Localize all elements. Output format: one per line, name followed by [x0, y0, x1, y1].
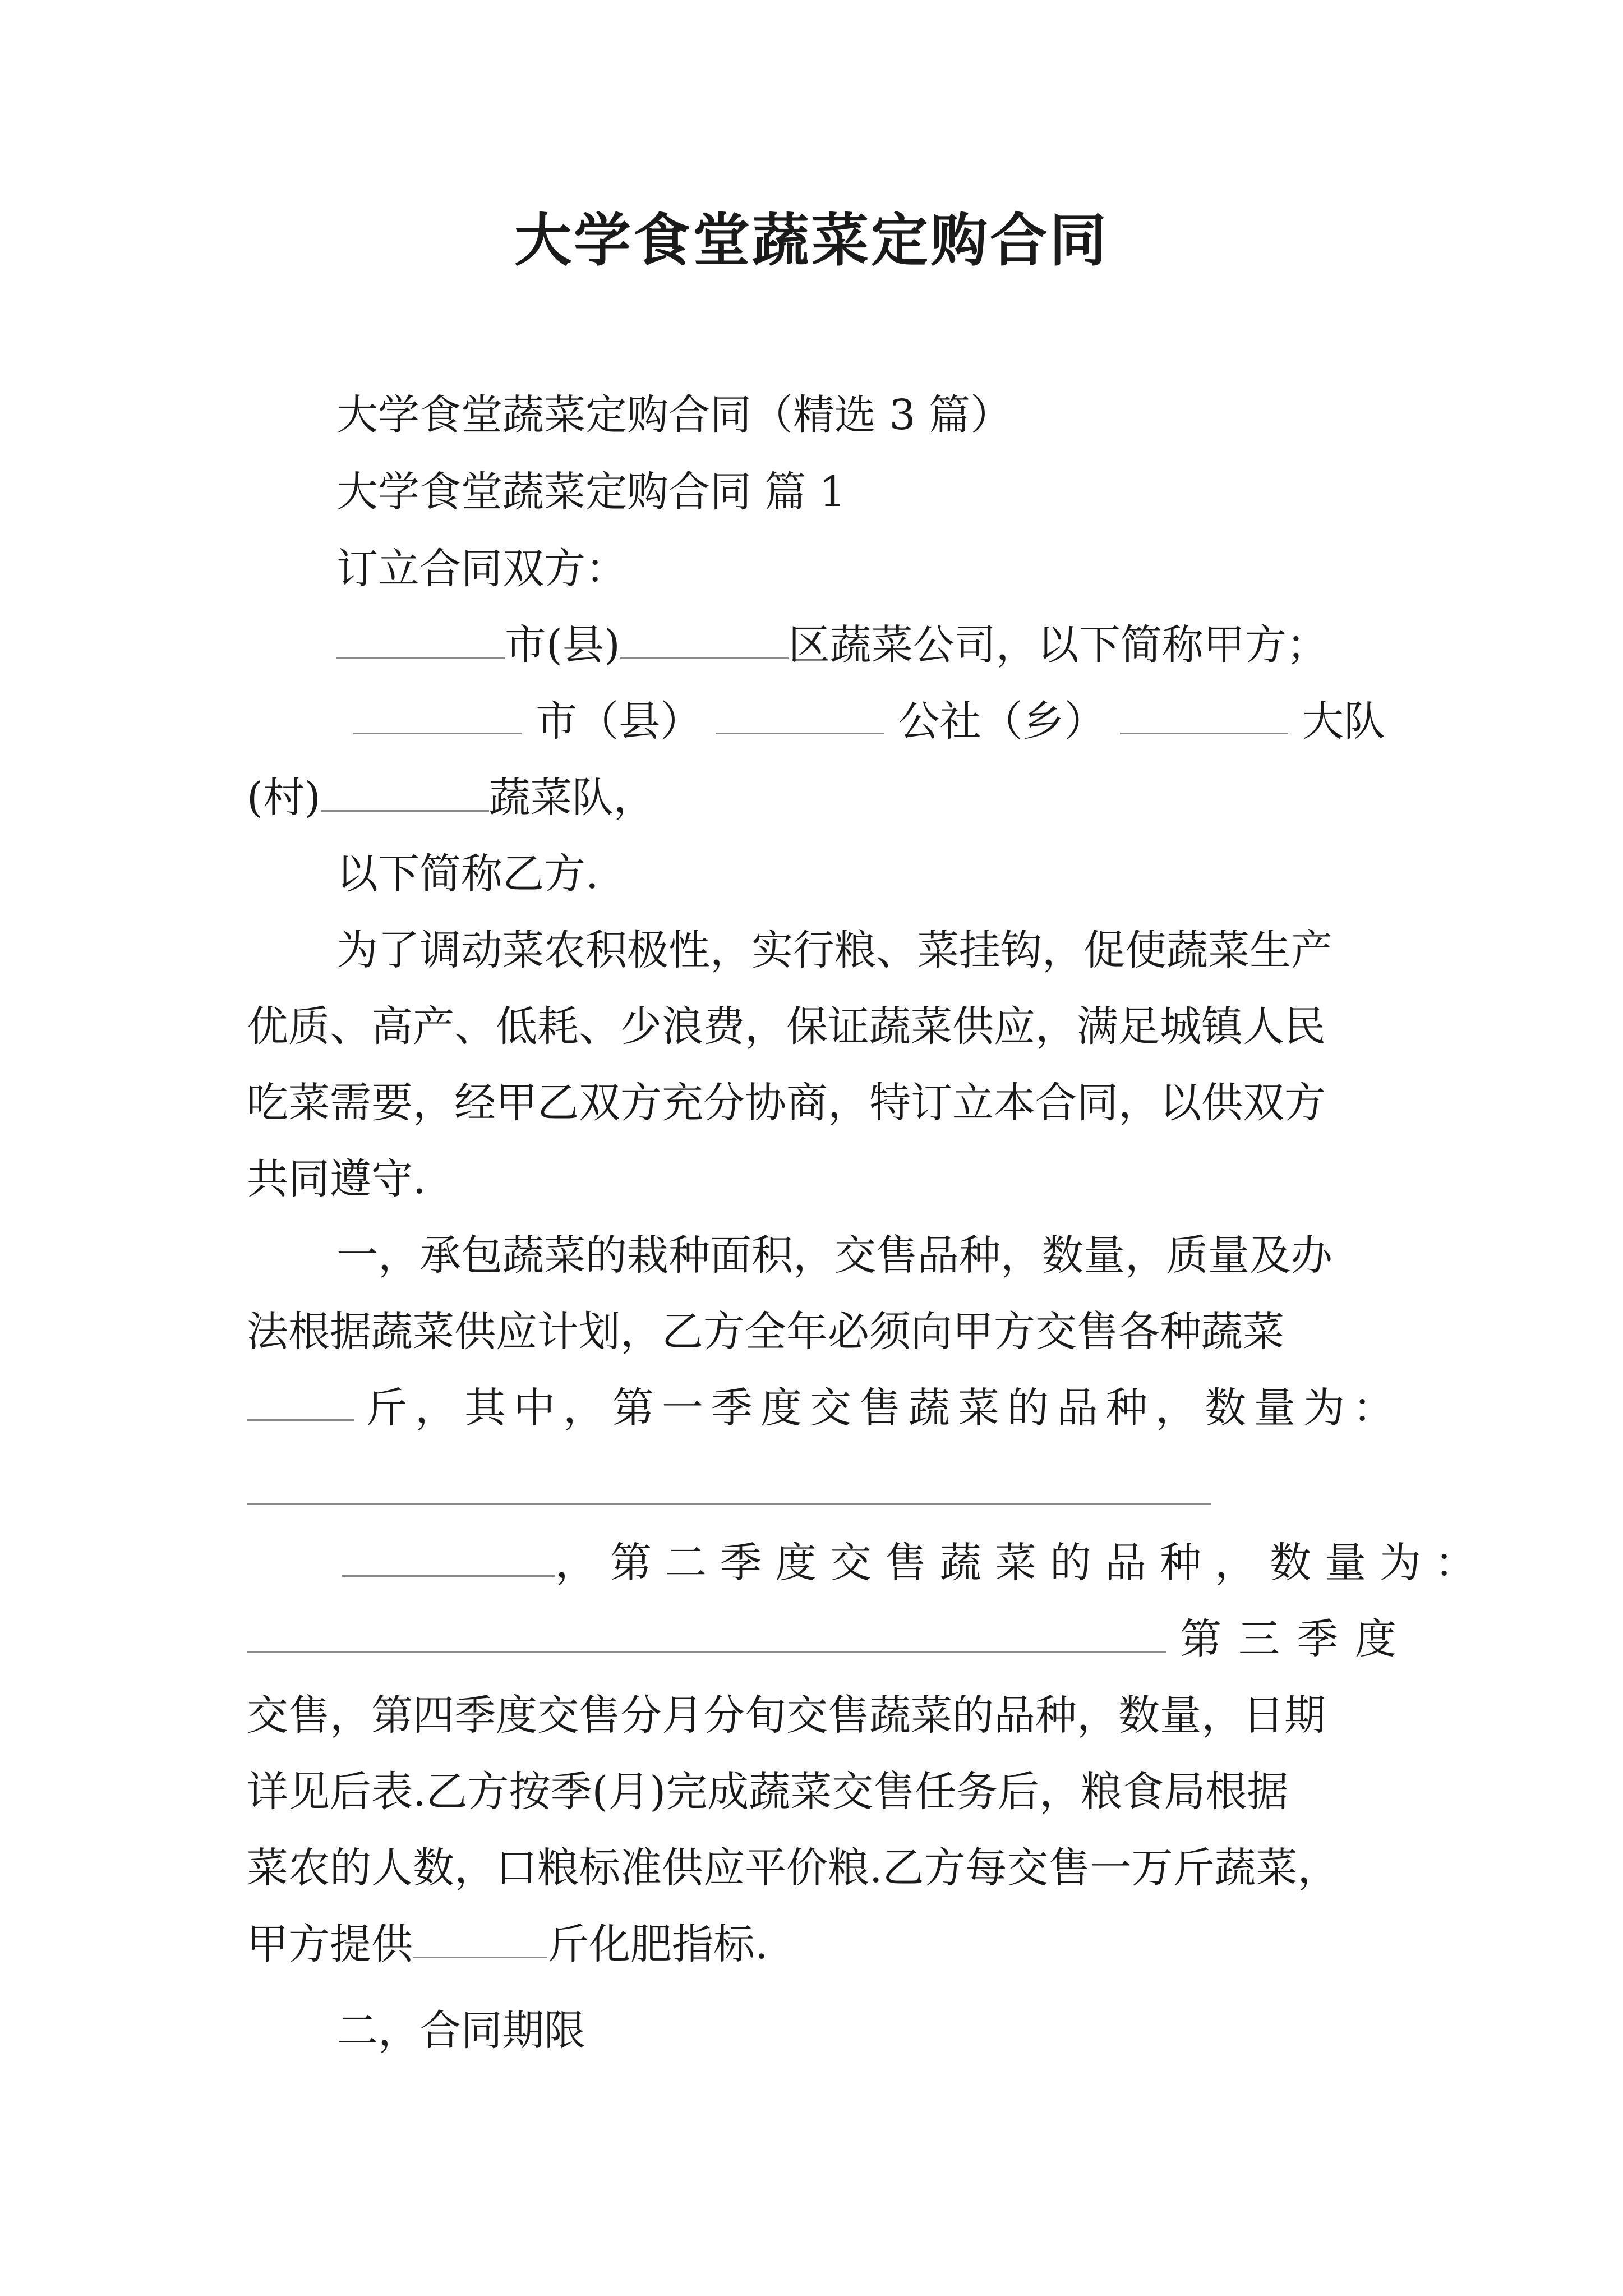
- section-heading: 大学食堂蔬菜定购合同 篇 1: [336, 468, 846, 516]
- text-span: 第三季度: [1180, 1615, 1413, 1663]
- parties-heading: 订立合同双方：: [336, 545, 627, 593]
- blank-field: [247, 1612, 1166, 1653]
- blank-field: [413, 1917, 547, 1958]
- paragraph-line: [247, 1916, 1402, 1972]
- text-span: 斤化肥指标.: [547, 1920, 768, 1968]
- document-title: 大学食堂蔬菜定购合同: [514, 208, 1109, 274]
- text-span: 市（县）: [536, 697, 702, 746]
- subtitle-line: 大学食堂蔬菜定购合同（精选 3 篇）: [336, 391, 1012, 439]
- paragraph-line: 一，承包蔬菜的栽种面积，交售品种，数量，质量及办: [336, 1231, 1332, 1280]
- paragraph-line: 法根据蔬菜供应计划，乙方全年必须向甲方交售各种蔬菜: [247, 1308, 1284, 1356]
- party-b-line-2: [247, 770, 1402, 826]
- text-span: 蔬菜队，: [488, 774, 655, 822]
- text-span: 市(县): [505, 621, 620, 669]
- blank-field: [716, 693, 884, 734]
- paragraph-line: 详见后表.乙方按季(月)完成蔬菜交售任务后，粮食局根据: [247, 1768, 1289, 1816]
- blank-field: [342, 1536, 555, 1577]
- text-span: 公社（乡）: [898, 697, 1106, 746]
- blank-field: [336, 618, 505, 659]
- blank-field: [1120, 693, 1288, 734]
- blank-field: [321, 771, 489, 812]
- text-span: ，第二季度交售蔬菜的品种，数量为：: [555, 1539, 1490, 1587]
- party-a-line: [336, 617, 1402, 673]
- paragraph-line: 吃菜需要，经甲乙双方充分协商，特订立本合同，以供双方: [247, 1079, 1326, 1127]
- paragraph-line: 交售，第四季度交售分月分旬交售蔬菜的品种，数量，日期: [247, 1691, 1326, 1740]
- blank-field: [247, 1380, 354, 1421]
- paragraph-line: 菜农的人数，口粮标准供应平价粮.乙方每交售一万斤蔬菜，: [247, 1844, 1339, 1892]
- party-b-line-1: [353, 693, 1385, 749]
- paragraph-line: 为了调动菜农积极性，实行粮、菜挂钩，促使蔬菜生产: [336, 926, 1332, 974]
- text-span: 斤，其中，第一季度交售蔬菜的品种，数量为：: [366, 1384, 1402, 1432]
- party-b-alias: 以下简称乙方.: [336, 850, 599, 898]
- paragraph-line: [247, 1611, 1413, 1667]
- text-span: 甲方提供: [247, 1920, 413, 1968]
- paragraph-line: [342, 1535, 1490, 1591]
- text-span: 区蔬菜公司，以下简称甲方；: [788, 621, 1328, 669]
- blank-rule: [247, 1503, 1211, 1505]
- text-span: 大队: [1302, 697, 1385, 746]
- blank-field: [353, 693, 522, 734]
- text-span: (村): [247, 774, 321, 822]
- blank-field: [620, 618, 789, 659]
- paragraph-line: 共同遵守.: [247, 1155, 426, 1203]
- paragraph-line: [247, 1380, 1402, 1436]
- paragraph-line: 优质、高产、低耗、少浪费，保证蔬菜供应，满足城镇人民: [247, 1002, 1326, 1051]
- section-heading-2: 二，合同期限: [336, 2007, 585, 2055]
